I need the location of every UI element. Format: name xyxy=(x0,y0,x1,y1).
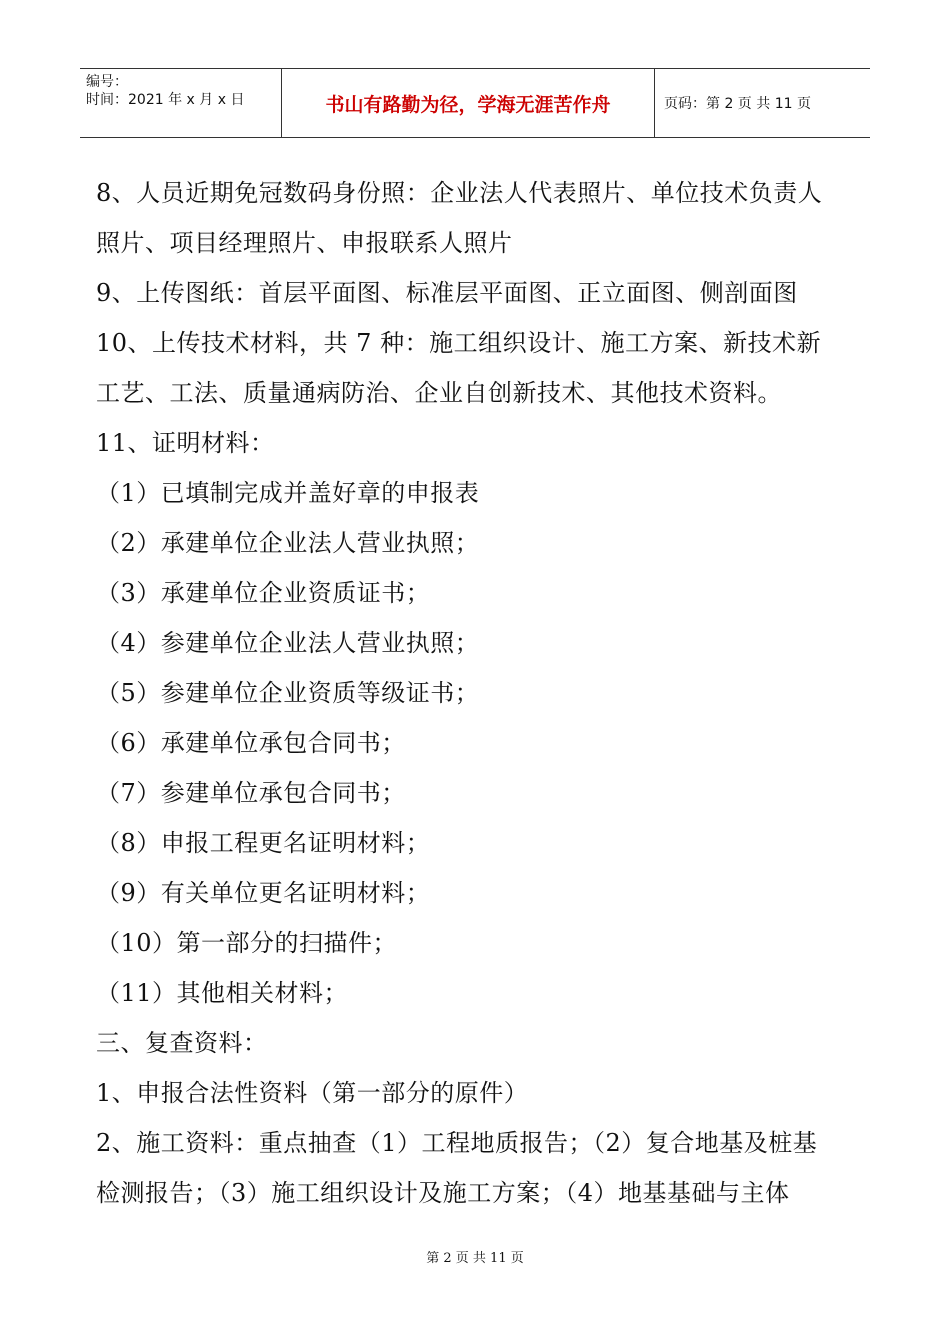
text-line: （8）申报工程更名证明材料； xyxy=(96,829,431,857)
text-line: （2）承建单位企业法人营业执照； xyxy=(96,529,480,557)
text-line: 2、施工资料：重点抽查（1）工程地质报告；（2）复合地基及桩基 xyxy=(96,1129,818,1157)
text-line: 8、人员近期免冠数码身份照：企业法人代表照片、单位技术负责人 xyxy=(96,179,823,207)
text-line: 9、上传图纸：首层平面图、标准层平面图、正立面图、侧剖面图 xyxy=(96,279,798,307)
text-line: 工艺、工法、质量通病防治、企业自创新技术、其他技术资料。 xyxy=(96,379,782,407)
text-line: （5）参建单位企业资质等级证书； xyxy=(96,679,480,707)
header-meta xyxy=(80,69,282,137)
page-header xyxy=(80,68,870,138)
text-line: 三、复查资料： xyxy=(96,1029,268,1057)
text-line: 照片、项目经理照片、申报联系人照片 xyxy=(96,229,513,257)
text-line: （3）承建单位企业资质证书； xyxy=(96,579,431,607)
text-line: （9）有关单位更名证明材料； xyxy=(96,879,431,907)
text-line: 检测报告；（3）施工组织设计及施工方案；（4）地基基础与主体 xyxy=(96,1179,790,1207)
header-page-number: 页码：第 2 页 共 11 页 xyxy=(664,96,811,112)
doc-number-label: 编号： xyxy=(86,74,128,90)
text-line: （10）第一部分的扫描件； xyxy=(96,929,398,957)
header-motto: 书山有路勤为径，学海无涯苦作舟 xyxy=(282,69,655,137)
text-line: 10、上传技术材料，共 7 种：施工组织设计、施工方案、新技术新 xyxy=(96,329,822,357)
text-line: （1）已填制完成并盖好章的申报表 xyxy=(96,479,480,507)
text-line: 1、申报合法性资料（第一部分的原件） xyxy=(96,1079,529,1107)
text-line: 11、证明材料： xyxy=(96,429,275,457)
page-footer: 第 2 页 共 11 页 xyxy=(426,1251,524,1266)
document-body xyxy=(96,168,866,1218)
text-line: （6）承建单位承包合同书； xyxy=(96,729,406,757)
text-line: （11）其他相关材料； xyxy=(96,979,349,1007)
text-line: （4）参建单位企业法人营业执照； xyxy=(96,629,480,657)
text-line: （7）参建单位承包合同书； xyxy=(96,779,406,807)
doc-date-label: 时间：2021 年 x 月 x 日 xyxy=(86,92,245,108)
